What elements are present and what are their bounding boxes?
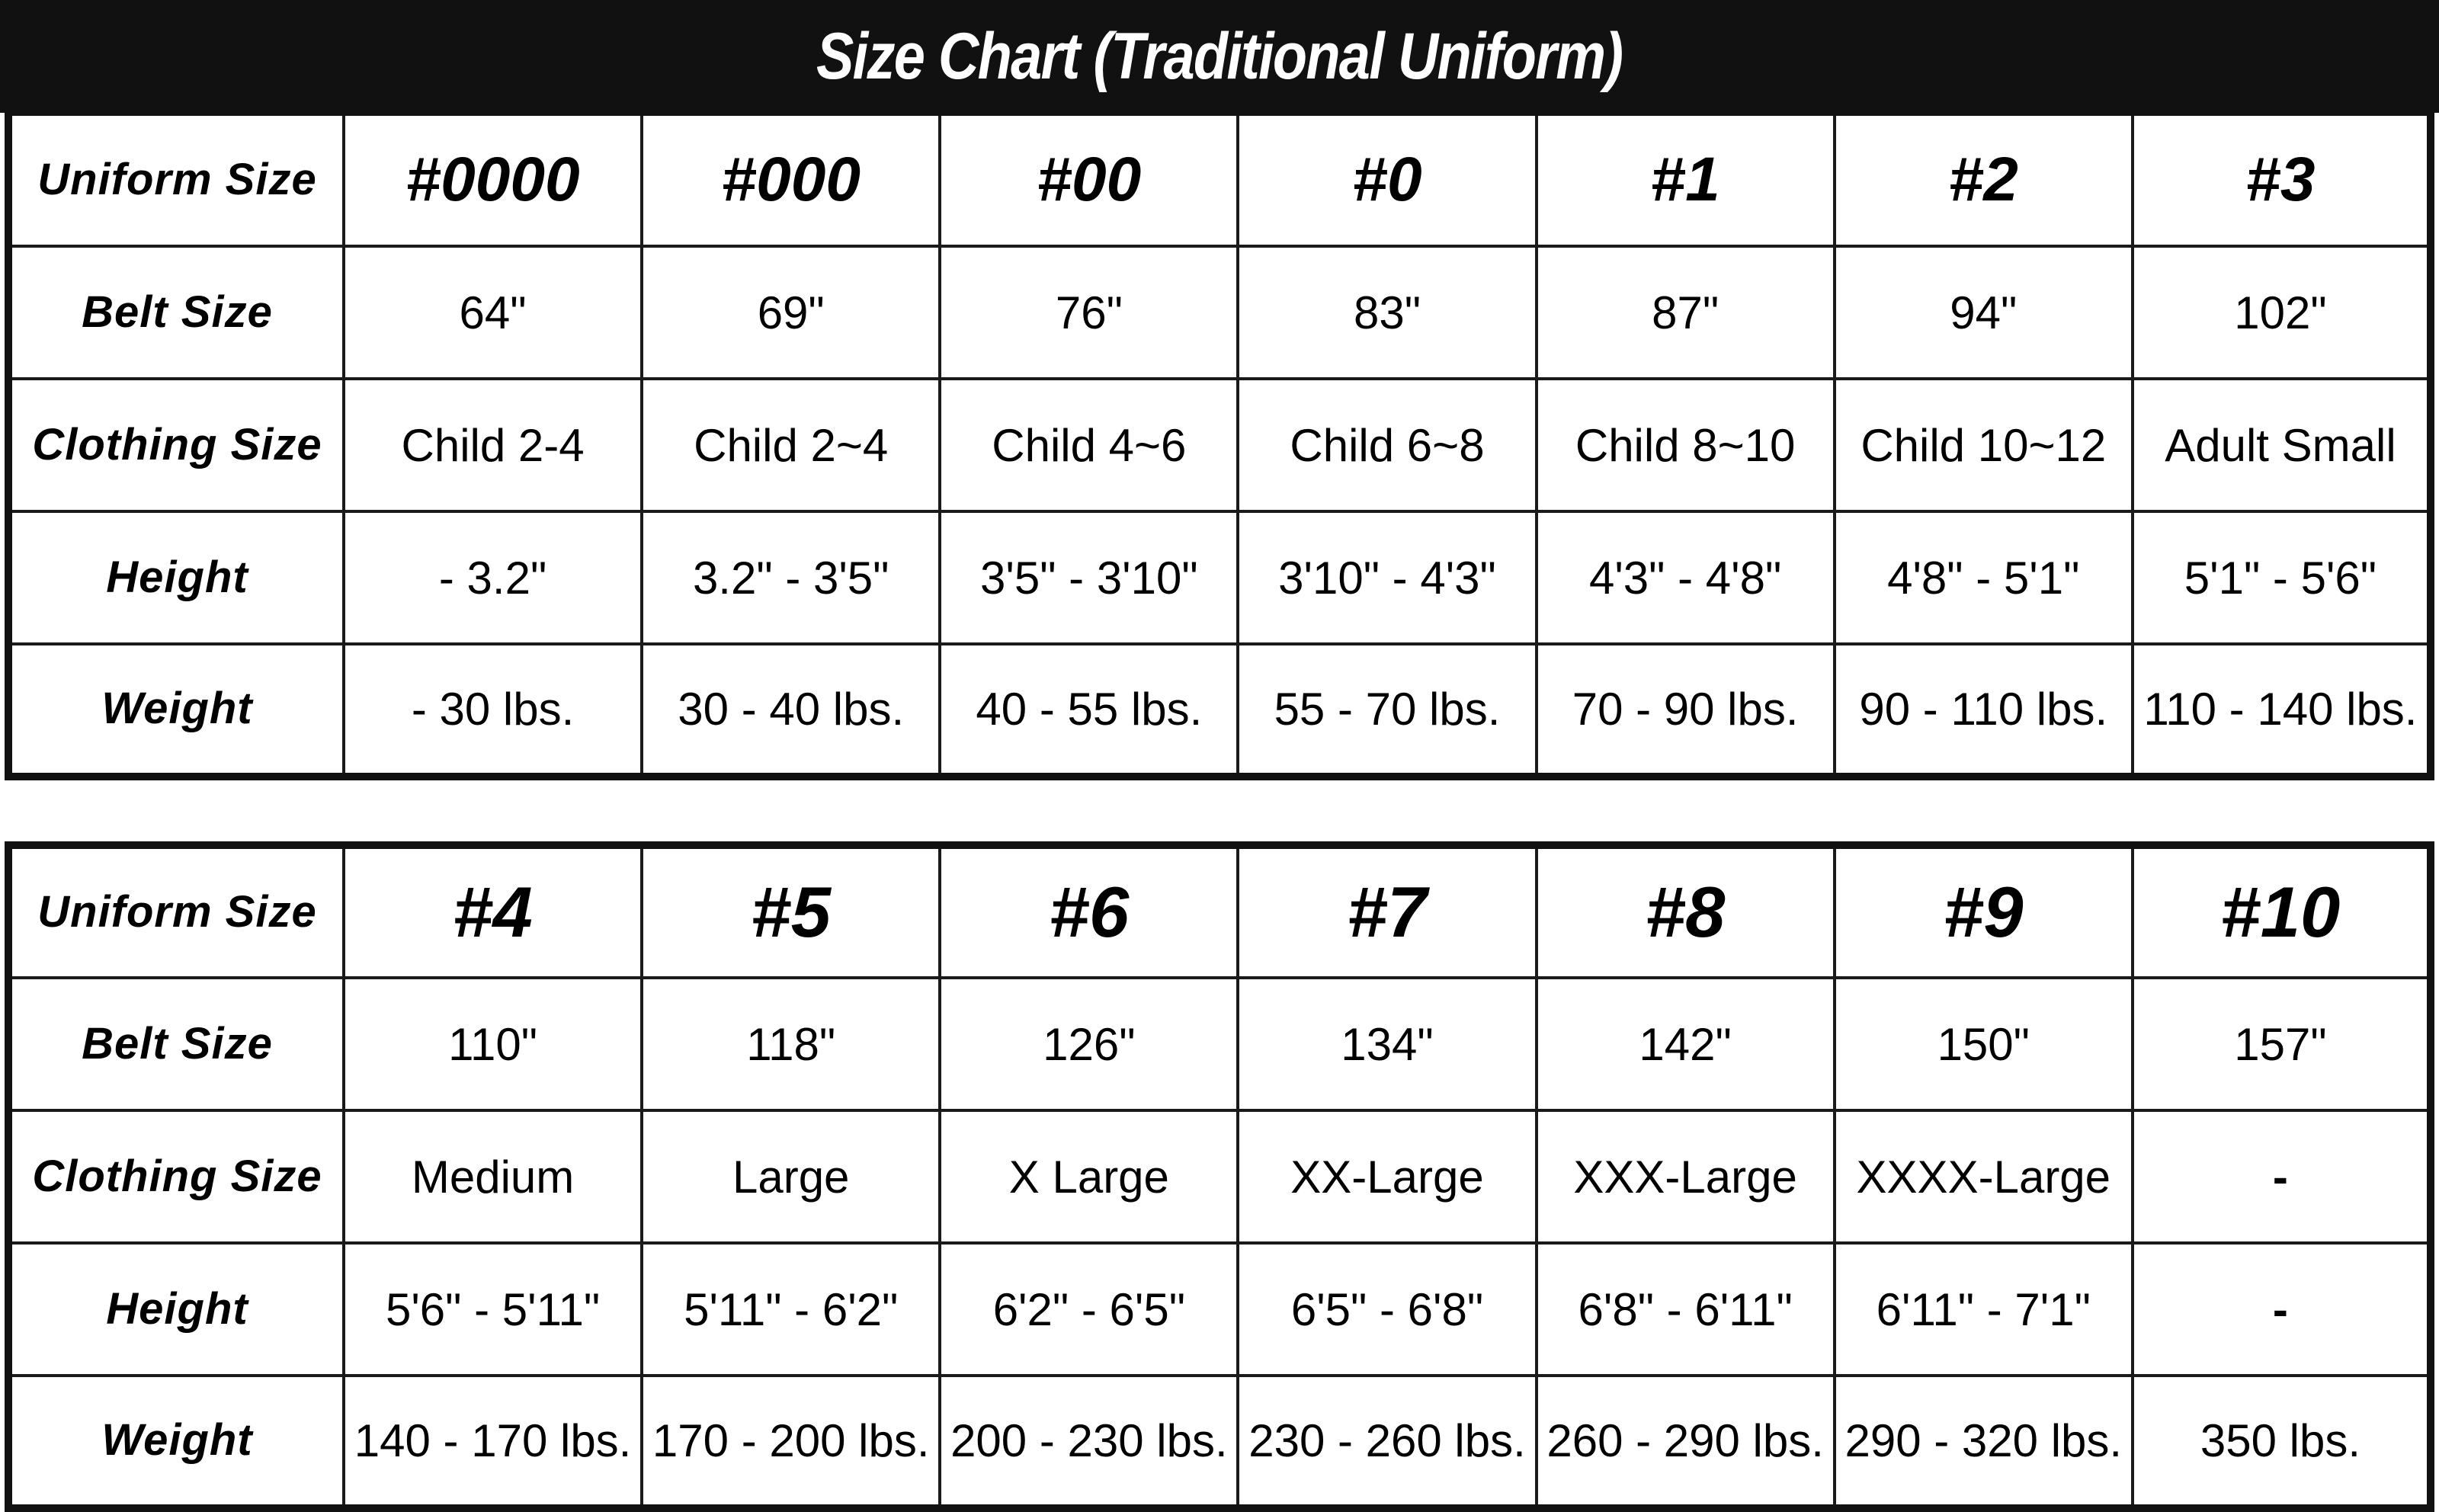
belt-size-row xyxy=(8,246,2431,379)
weight-cell: 350 lbs. xyxy=(2133,1376,2431,1508)
uniform-size-row xyxy=(8,114,2431,246)
weight-cell: 260 - 290 lbs. xyxy=(1537,1376,1835,1508)
height-cell: 3'5" - 3'10" xyxy=(940,511,1238,644)
uniform-size-cell: #7 xyxy=(1238,845,1536,978)
weight-cell: 90 - 110 lbs. xyxy=(1835,644,2133,777)
height-cell: 3.2" - 3'5" xyxy=(642,511,940,644)
uniform-size-label: Uniform Size xyxy=(8,114,344,246)
height-cell: 6'11" - 7'1" xyxy=(1835,1243,2133,1376)
belt-size-label: Belt Size xyxy=(8,978,344,1110)
uniform-size-cell: #5 xyxy=(642,845,940,978)
clothing-size-cell: X Large xyxy=(940,1110,1238,1243)
clothing-size-cell: XXX-Large xyxy=(1537,1110,1835,1243)
belt-size-row xyxy=(8,978,2431,1110)
belt-size-cell: 118" xyxy=(642,978,940,1110)
weight-cell: 140 - 170 lbs. xyxy=(344,1376,642,1508)
uniform-size-cell: #3 xyxy=(2133,114,2431,246)
clothing-size-cell: XXXX-Large xyxy=(1835,1110,2133,1243)
belt-size-cell: 142" xyxy=(1537,978,1835,1110)
weight-label: Weight xyxy=(8,1376,344,1508)
size-table-1 xyxy=(5,111,2434,780)
weight-row xyxy=(8,644,2431,777)
weight-cell: 40 - 55 lbs. xyxy=(940,644,1238,777)
height-cell: 3'10" - 4'3" xyxy=(1238,511,1536,644)
uniform-size-cell: #6 xyxy=(940,845,1238,978)
height-cell: - 3.2" xyxy=(344,511,642,644)
clothing-size-cell: Child 6~8 xyxy=(1238,379,1536,511)
weight-label: Weight xyxy=(8,644,344,777)
height-cell: 6'5" - 6'8" xyxy=(1238,1243,1536,1376)
height-label: Height xyxy=(8,1243,344,1376)
title-bar xyxy=(0,0,2439,113)
belt-size-cell: 87" xyxy=(1537,246,1835,379)
weight-cell: 110 - 140 lbs. xyxy=(2133,644,2431,777)
belt-size-label: Belt Size xyxy=(8,246,344,379)
weight-cell: 200 - 230 lbs. xyxy=(940,1376,1238,1508)
height-row xyxy=(8,1243,2431,1376)
uniform-size-cell: #4 xyxy=(344,845,642,978)
uniform-size-row xyxy=(8,845,2431,978)
height-cell: 5'6" - 5'11" xyxy=(344,1243,642,1376)
uniform-size-cell: #1 xyxy=(1537,114,1835,246)
belt-size-cell: 150" xyxy=(1835,978,2133,1110)
belt-size-cell: 157" xyxy=(2133,978,2431,1110)
uniform-size-cell: #000 xyxy=(642,114,940,246)
clothing-size-cell: - xyxy=(2133,1110,2431,1243)
clothing-size-label: Clothing Size xyxy=(8,1110,344,1243)
belt-size-cell: 76" xyxy=(940,246,1238,379)
height-cell: 6'2" - 6'5" xyxy=(940,1243,1238,1376)
weight-cell: 290 - 320 lbs. xyxy=(1835,1376,2133,1508)
clothing-size-cell: Child 8~10 xyxy=(1537,379,1835,511)
weight-cell: 70 - 90 lbs. xyxy=(1537,644,1835,777)
uniform-size-cell: #0000 xyxy=(344,114,642,246)
chart-title: Size Chart (Traditional Uniform) xyxy=(816,19,1623,93)
size-table-2 xyxy=(5,841,2434,1512)
clothing-size-cell: Child 4~6 xyxy=(940,379,1238,511)
uniform-size-cell: #9 xyxy=(1835,845,2133,978)
weight-cell: 30 - 40 lbs. xyxy=(642,644,940,777)
belt-size-cell: 134" xyxy=(1238,978,1536,1110)
uniform-size-label: Uniform Size xyxy=(8,845,344,978)
height-row xyxy=(8,511,2431,644)
weight-cell: 55 - 70 lbs. xyxy=(1238,644,1536,777)
belt-size-cell: 83" xyxy=(1238,246,1536,379)
clothing-size-label: Clothing Size xyxy=(8,379,344,511)
belt-size-cell: 69" xyxy=(642,246,940,379)
clothing-size-cell: Adult Small xyxy=(2133,379,2431,511)
height-cell: 5'11" - 6'2" xyxy=(642,1243,940,1376)
clothing-size-cell: Child 2-4 xyxy=(344,379,642,511)
height-cell: 4'8" - 5'1" xyxy=(1835,511,2133,644)
belt-size-cell: 110" xyxy=(344,978,642,1110)
weight-row xyxy=(8,1376,2431,1508)
belt-size-cell: 102" xyxy=(2133,246,2431,379)
height-cell: - xyxy=(2133,1243,2431,1376)
belt-size-cell: 126" xyxy=(940,978,1238,1110)
uniform-size-cell: #8 xyxy=(1537,845,1835,978)
belt-size-cell: 64" xyxy=(344,246,642,379)
height-cell: 4'3" - 4'8" xyxy=(1537,511,1835,644)
height-label: Height xyxy=(8,511,344,644)
height-cell: 5'1" - 5'6" xyxy=(2133,511,2431,644)
belt-size-cell: 94" xyxy=(1835,246,2133,379)
uniform-size-cell: #00 xyxy=(940,114,1238,246)
uniform-size-cell: #2 xyxy=(1835,114,2133,246)
uniform-size-cell: #10 xyxy=(2133,845,2431,978)
clothing-size-cell: Child 2~4 xyxy=(642,379,940,511)
clothing-size-cell: Large xyxy=(642,1110,940,1243)
clothing-size-row xyxy=(8,379,2431,511)
clothing-size-cell: Medium xyxy=(344,1110,642,1243)
weight-cell: - 30 lbs. xyxy=(344,644,642,777)
clothing-size-cell: XX-Large xyxy=(1238,1110,1536,1243)
uniform-size-cell: #0 xyxy=(1238,114,1536,246)
clothing-size-row xyxy=(8,1110,2431,1243)
weight-cell: 170 - 200 lbs. xyxy=(642,1376,940,1508)
height-cell: 6'8" - 6'11" xyxy=(1537,1243,1835,1376)
clothing-size-cell: Child 10~12 xyxy=(1835,379,2133,511)
weight-cell: 230 - 260 lbs. xyxy=(1238,1376,1536,1508)
